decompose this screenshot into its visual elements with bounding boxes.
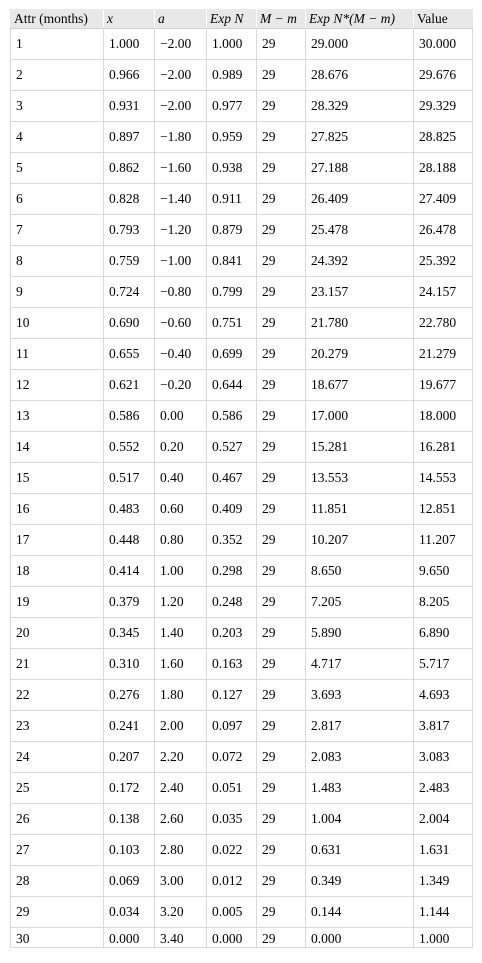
cell-value: 22.780 <box>414 308 473 339</box>
cell-exp-n-times-m-minus-m: 27.188 <box>306 153 414 184</box>
cell-attr-months: 11 <box>11 339 104 370</box>
cell-m-minus-m: 29 <box>257 897 306 928</box>
cell-attr-months: 6 <box>11 184 104 215</box>
table-row <box>11 122 473 153</box>
cell-m-minus-m: 29 <box>257 122 306 153</box>
header-row <box>11 9 473 29</box>
cell-a: −0.80 <box>155 277 207 308</box>
cell-attr-months: 23 <box>11 711 104 742</box>
cell-exp-n-times-m-minus-m: 3.693 <box>306 680 414 711</box>
cell-exp-n: 0.127 <box>207 680 257 711</box>
cell-value: 4.693 <box>414 680 473 711</box>
table-header <box>11 9 473 29</box>
table-row <box>11 804 473 835</box>
cell-value: 19.677 <box>414 370 473 401</box>
table-row <box>11 618 473 649</box>
cell-exp-n: 0.751 <box>207 308 257 339</box>
cell-value: 2.483 <box>414 773 473 804</box>
cell-x: 0.000 <box>104 928 155 948</box>
cell-value: 6.890 <box>414 618 473 649</box>
header-exp-n-times-label: Exp N*(M − m) <box>309 10 395 26</box>
header-attr-months: Attr (months) <box>11 9 104 29</box>
cell-a: 0.80 <box>155 525 207 556</box>
table-row <box>11 587 473 618</box>
table-row <box>11 773 473 804</box>
cell-exp-n-times-m-minus-m: 7.205 <box>306 587 414 618</box>
cell-exp-n: 0.352 <box>207 525 257 556</box>
table-row <box>11 153 473 184</box>
cell-attr-months: 21 <box>11 649 104 680</box>
cell-a: 2.40 <box>155 773 207 804</box>
cell-x: 0.345 <box>104 618 155 649</box>
cell-attr-months: 18 <box>11 556 104 587</box>
table-row <box>11 463 473 494</box>
cell-exp-n: 0.005 <box>207 897 257 928</box>
header-a-label: a <box>158 10 165 26</box>
cell-exp-n: 0.248 <box>207 587 257 618</box>
cell-m-minus-m: 29 <box>257 401 306 432</box>
cell-exp-n-times-m-minus-m: 11.851 <box>306 494 414 525</box>
cell-attr-months: 1 <box>11 29 104 60</box>
cell-m-minus-m: 29 <box>257 463 306 494</box>
cell-x: 0.448 <box>104 525 155 556</box>
cell-m-minus-m: 29 <box>257 215 306 246</box>
cell-exp-n-times-m-minus-m: 10.207 <box>306 525 414 556</box>
table-row <box>11 246 473 277</box>
cell-exp-n: 0.699 <box>207 339 257 370</box>
cell-attr-months: 8 <box>11 246 104 277</box>
cell-m-minus-m: 29 <box>257 60 306 91</box>
cell-exp-n-times-m-minus-m: 17.000 <box>306 401 414 432</box>
cell-value: 21.279 <box>414 339 473 370</box>
cell-exp-n-times-m-minus-m: 23.157 <box>306 277 414 308</box>
cell-x: 0.828 <box>104 184 155 215</box>
table-row <box>11 432 473 463</box>
cell-a: 1.60 <box>155 649 207 680</box>
cell-a: 0.40 <box>155 463 207 494</box>
cell-m-minus-m: 29 <box>257 835 306 866</box>
cell-x: 1.000 <box>104 29 155 60</box>
cell-a: −2.00 <box>155 60 207 91</box>
cell-m-minus-m: 29 <box>257 680 306 711</box>
cell-a: 3.00 <box>155 866 207 897</box>
cell-exp-n: 0.959 <box>207 122 257 153</box>
cell-attr-months: 15 <box>11 463 104 494</box>
cell-m-minus-m: 29 <box>257 618 306 649</box>
cell-m-minus-m: 29 <box>257 339 306 370</box>
cell-exp-n: 0.097 <box>207 711 257 742</box>
cell-a: 3.40 <box>155 928 207 948</box>
cell-m-minus-m: 29 <box>257 556 306 587</box>
cell-a: −0.20 <box>155 370 207 401</box>
cell-exp-n: 0.911 <box>207 184 257 215</box>
cell-exp-n-times-m-minus-m: 8.650 <box>306 556 414 587</box>
cell-exp-n-times-m-minus-m: 0.144 <box>306 897 414 928</box>
cell-exp-n-times-m-minus-m: 2.083 <box>306 742 414 773</box>
cell-x: 0.517 <box>104 463 155 494</box>
table-row <box>11 711 473 742</box>
header-m-minus-m <box>257 9 306 29</box>
cell-exp-n-times-m-minus-m: 25.478 <box>306 215 414 246</box>
cell-exp-n-times-m-minus-m: 0.631 <box>306 835 414 866</box>
cell-attr-months: 17 <box>11 525 104 556</box>
cell-attr-months: 24 <box>11 742 104 773</box>
cell-value: 1.144 <box>414 897 473 928</box>
cell-value: 3.083 <box>414 742 473 773</box>
cell-attr-months: 22 <box>11 680 104 711</box>
cell-exp-n-times-m-minus-m: 20.279 <box>306 339 414 370</box>
cell-x: 0.414 <box>104 556 155 587</box>
cell-exp-n: 0.977 <box>207 91 257 122</box>
cell-exp-n-times-m-minus-m: 24.392 <box>306 246 414 277</box>
cell-x: 0.069 <box>104 866 155 897</box>
cell-exp-n-times-m-minus-m: 28.329 <box>306 91 414 122</box>
header-a <box>155 9 207 29</box>
cell-m-minus-m: 29 <box>257 370 306 401</box>
cell-value: 27.409 <box>414 184 473 215</box>
cell-exp-n-times-m-minus-m: 27.825 <box>306 122 414 153</box>
table-row <box>11 339 473 370</box>
cell-value: 14.553 <box>414 463 473 494</box>
header-m-minus-m-label: M − m <box>260 10 297 26</box>
cell-x: 0.241 <box>104 711 155 742</box>
table-row <box>11 897 473 928</box>
table-row <box>11 494 473 525</box>
header-exp-n-times <box>306 9 414 29</box>
cell-m-minus-m: 29 <box>257 773 306 804</box>
cell-exp-n: 0.841 <box>207 246 257 277</box>
cell-a: −2.00 <box>155 91 207 122</box>
cell-x: 0.276 <box>104 680 155 711</box>
cell-x: 0.207 <box>104 742 155 773</box>
cell-exp-n: 0.467 <box>207 463 257 494</box>
cell-m-minus-m: 29 <box>257 184 306 215</box>
cell-exp-n: 1.000 <box>207 29 257 60</box>
cell-a: −0.60 <box>155 308 207 339</box>
cell-attr-months: 3 <box>11 91 104 122</box>
header-x-label: x <box>107 10 113 26</box>
table-row <box>11 835 473 866</box>
cell-value: 28.188 <box>414 153 473 184</box>
cell-exp-n: 0.051 <box>207 773 257 804</box>
cell-attr-months: 2 <box>11 60 104 91</box>
cell-x: 0.862 <box>104 153 155 184</box>
table-row <box>11 60 473 91</box>
cell-value: 3.817 <box>414 711 473 742</box>
cell-exp-n: 0.586 <box>207 401 257 432</box>
cell-exp-n: 0.879 <box>207 215 257 246</box>
cell-m-minus-m: 29 <box>257 928 306 948</box>
cell-m-minus-m: 29 <box>257 29 306 60</box>
cell-x: 0.931 <box>104 91 155 122</box>
table-row <box>11 525 473 556</box>
cell-m-minus-m: 29 <box>257 742 306 773</box>
cell-x: 0.586 <box>104 401 155 432</box>
cell-a: 1.80 <box>155 680 207 711</box>
cell-x: 0.034 <box>104 897 155 928</box>
table-row <box>11 680 473 711</box>
cell-x: 0.897 <box>104 122 155 153</box>
cell-m-minus-m: 29 <box>257 153 306 184</box>
cell-value: 1.000 <box>414 928 473 948</box>
cell-a: 1.20 <box>155 587 207 618</box>
cell-m-minus-m: 29 <box>257 804 306 835</box>
cell-value: 28.825 <box>414 122 473 153</box>
cell-x: 0.483 <box>104 494 155 525</box>
cell-value: 26.478 <box>414 215 473 246</box>
cell-a: −1.20 <box>155 215 207 246</box>
cell-value: 12.851 <box>414 494 473 525</box>
cell-exp-n: 0.409 <box>207 494 257 525</box>
cell-exp-n: 0.000 <box>207 928 257 948</box>
cell-exp-n-times-m-minus-m: 0.000 <box>306 928 414 948</box>
cell-m-minus-m: 29 <box>257 277 306 308</box>
cell-m-minus-m: 29 <box>257 432 306 463</box>
header-x <box>104 9 155 29</box>
cell-exp-n-times-m-minus-m: 28.676 <box>306 60 414 91</box>
cell-exp-n-times-m-minus-m: 29.000 <box>306 29 414 60</box>
cell-exp-n: 0.989 <box>207 60 257 91</box>
table-row <box>11 401 473 432</box>
cell-attr-months: 7 <box>11 215 104 246</box>
cell-value: 24.157 <box>414 277 473 308</box>
cell-exp-n: 0.938 <box>207 153 257 184</box>
cell-x: 0.655 <box>104 339 155 370</box>
cell-value: 1.631 <box>414 835 473 866</box>
cell-m-minus-m: 29 <box>257 525 306 556</box>
cell-attr-months: 29 <box>11 897 104 928</box>
cell-attr-months: 28 <box>11 866 104 897</box>
cell-m-minus-m: 29 <box>257 866 306 897</box>
cell-exp-n: 0.035 <box>207 804 257 835</box>
cell-m-minus-m: 29 <box>257 308 306 339</box>
cell-a: −1.60 <box>155 153 207 184</box>
cell-exp-n-times-m-minus-m: 15.281 <box>306 432 414 463</box>
cell-attr-months: 25 <box>11 773 104 804</box>
cell-value: 18.000 <box>414 401 473 432</box>
cell-m-minus-m: 29 <box>257 246 306 277</box>
cell-x: 0.621 <box>104 370 155 401</box>
table-row <box>11 928 473 948</box>
cell-exp-n: 0.527 <box>207 432 257 463</box>
cell-exp-n: 0.012 <box>207 866 257 897</box>
cell-exp-n: 0.799 <box>207 277 257 308</box>
table-row <box>11 277 473 308</box>
header-exp-n-label: Exp N <box>210 10 244 26</box>
cell-exp-n: 0.644 <box>207 370 257 401</box>
cell-a: 3.20 <box>155 897 207 928</box>
cell-a: 0.00 <box>155 401 207 432</box>
cell-exp-n-times-m-minus-m: 26.409 <box>306 184 414 215</box>
cell-exp-n-times-m-minus-m: 4.717 <box>306 649 414 680</box>
cell-x: 0.759 <box>104 246 155 277</box>
header-exp-n <box>207 9 257 29</box>
cell-x: 0.138 <box>104 804 155 835</box>
cell-value: 30.000 <box>414 29 473 60</box>
table-row <box>11 742 473 773</box>
cell-a: −1.40 <box>155 184 207 215</box>
cell-a: 1.00 <box>155 556 207 587</box>
cell-exp-n: 0.022 <box>207 835 257 866</box>
cell-x: 0.966 <box>104 60 155 91</box>
cell-value: 25.392 <box>414 246 473 277</box>
cell-exp-n-times-m-minus-m: 1.483 <box>306 773 414 804</box>
cell-value: 1.349 <box>414 866 473 897</box>
table-row <box>11 308 473 339</box>
cell-x: 0.379 <box>104 587 155 618</box>
cell-a: −2.00 <box>155 29 207 60</box>
cell-exp-n-times-m-minus-m: 13.553 <box>306 463 414 494</box>
cell-x: 0.552 <box>104 432 155 463</box>
cell-attr-months: 5 <box>11 153 104 184</box>
cell-attr-months: 10 <box>11 308 104 339</box>
cell-attr-months: 30 <box>11 928 104 948</box>
header-value: Value <box>414 9 473 29</box>
cell-exp-n-times-m-minus-m: 1.004 <box>306 804 414 835</box>
cell-x: 0.103 <box>104 835 155 866</box>
table-row <box>11 556 473 587</box>
cell-m-minus-m: 29 <box>257 587 306 618</box>
cell-value: 29.329 <box>414 91 473 122</box>
cell-exp-n: 0.163 <box>207 649 257 680</box>
table-row <box>11 215 473 246</box>
cell-attr-months: 27 <box>11 835 104 866</box>
cell-exp-n-times-m-minus-m: 21.780 <box>306 308 414 339</box>
cell-x: 0.310 <box>104 649 155 680</box>
cell-a: −1.80 <box>155 122 207 153</box>
table-body <box>11 29 473 948</box>
cell-m-minus-m: 29 <box>257 649 306 680</box>
cell-a: 2.60 <box>155 804 207 835</box>
cell-exp-n: 0.203 <box>207 618 257 649</box>
cell-m-minus-m: 29 <box>257 494 306 525</box>
cell-attr-months: 14 <box>11 432 104 463</box>
cell-value: 8.205 <box>414 587 473 618</box>
cell-a: 1.40 <box>155 618 207 649</box>
cell-value: 9.650 <box>414 556 473 587</box>
cell-value: 5.717 <box>414 649 473 680</box>
cell-a: −0.40 <box>155 339 207 370</box>
cell-x: 0.793 <box>104 215 155 246</box>
cell-a: 2.00 <box>155 711 207 742</box>
cell-m-minus-m: 29 <box>257 91 306 122</box>
cell-attr-months: 19 <box>11 587 104 618</box>
cell-m-minus-m: 29 <box>257 711 306 742</box>
cell-exp-n: 0.298 <box>207 556 257 587</box>
cell-exp-n: 0.072 <box>207 742 257 773</box>
cell-a: 2.20 <box>155 742 207 773</box>
data-table <box>10 9 473 948</box>
cell-value: 29.676 <box>414 60 473 91</box>
cell-exp-n-times-m-minus-m: 0.349 <box>306 866 414 897</box>
cell-a: −1.00 <box>155 246 207 277</box>
cell-exp-n-times-m-minus-m: 2.817 <box>306 711 414 742</box>
table-row <box>11 370 473 401</box>
cell-attr-months: 12 <box>11 370 104 401</box>
cell-x: 0.172 <box>104 773 155 804</box>
table-row <box>11 91 473 122</box>
cell-value: 11.207 <box>414 525 473 556</box>
cell-attr-months: 20 <box>11 618 104 649</box>
cell-attr-months: 13 <box>11 401 104 432</box>
table-row <box>11 184 473 215</box>
cell-attr-months: 16 <box>11 494 104 525</box>
cell-attr-months: 4 <box>11 122 104 153</box>
cell-value: 2.004 <box>414 804 473 835</box>
cell-attr-months: 26 <box>11 804 104 835</box>
cell-a: 0.20 <box>155 432 207 463</box>
cell-value: 16.281 <box>414 432 473 463</box>
cell-x: 0.690 <box>104 308 155 339</box>
table-row <box>11 866 473 897</box>
cell-a: 0.60 <box>155 494 207 525</box>
table-row <box>11 649 473 680</box>
cell-x: 0.724 <box>104 277 155 308</box>
cell-exp-n-times-m-minus-m: 5.890 <box>306 618 414 649</box>
cell-a: 2.80 <box>155 835 207 866</box>
cell-attr-months: 9 <box>11 277 104 308</box>
table-row <box>11 29 473 60</box>
cell-exp-n-times-m-minus-m: 18.677 <box>306 370 414 401</box>
